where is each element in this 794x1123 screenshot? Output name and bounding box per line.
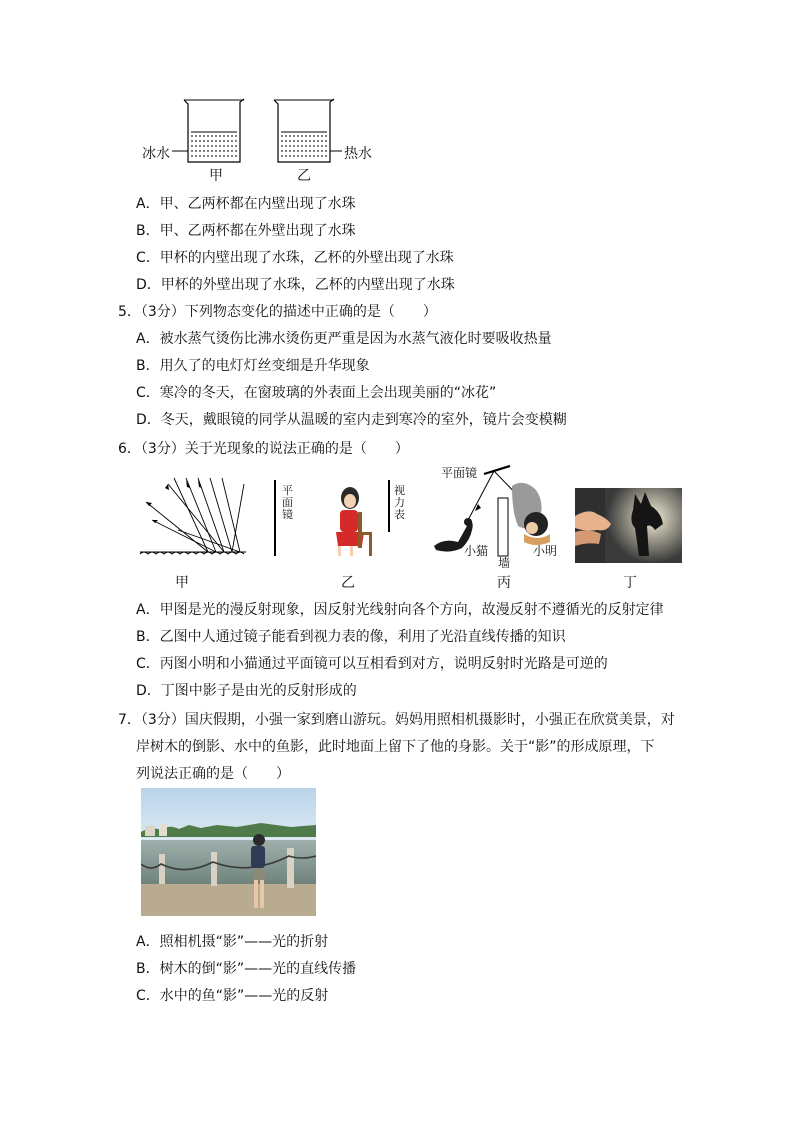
q4-option-d[interactable]: D．甲杯的外壁出现了水珠，乙杯的内壁出现了水珠 [136, 277, 455, 293]
q7-stem-line-2: 岸树木的倒影、水中的鱼影，此时地面上留下了他的身影。关于“影”的形成原理，下 [136, 739, 655, 755]
q6-option-b[interactable]: B．乙图中人通过镜子能看到视力表的像，利用了光沿直线传播的知识 [136, 629, 566, 645]
q7-option-b[interactable]: B．树木的倒“影”——光的直线传播 [136, 961, 357, 977]
wall-label: 墙 [498, 556, 511, 570]
hot-water-label: 热水 [344, 146, 372, 162]
q4-option-a[interactable]: A．甲、乙两杯都在内壁出现了水珠 [136, 196, 356, 212]
q4-option-b[interactable]: B．甲、乙两杯都在外壁出现了水珠 [136, 223, 356, 239]
q7-stem-line-1: 7．（3分）国庆假期，小强一家到磨山游玩。妈妈用照相机摄影时，小强正在欣赏美景，对 [118, 712, 675, 728]
q7-option-c[interactable]: C．水中的鱼“影”——光的反射 [136, 988, 329, 1004]
q6-caption-bing: 丙 [497, 575, 511, 591]
q6-stem: 6．（3分）关于光现象的说法正确的是（ ） [118, 441, 409, 457]
lake-photo [141, 788, 316, 916]
boy-label: 小明 [533, 544, 558, 558]
mirror-label: 平面镜 [282, 484, 293, 521]
q5-option-d[interactable]: D．冬天，戴眼镜的同学从温暖的室内走到寒冷的室外，镜片会变模糊 [136, 412, 567, 428]
eye-chart-label: 视力表 [394, 484, 405, 521]
diffuse-reflection-figure [138, 474, 250, 562]
q6-option-a[interactable]: A．甲图是光的漫反射现象，因反射光线射向各个方向，故漫反射不遵循光的反射定律 [136, 602, 664, 618]
beaker-caption-jia: 甲 [209, 168, 223, 184]
q5-option-a[interactable]: A．被水蒸气烫伤比沸水烫伤更严重是因为水蒸气液化时要吸收热量 [136, 331, 552, 347]
q6-caption-ding: 丁 [623, 575, 637, 591]
ice-water-label: 冰水 [142, 146, 170, 162]
q5-option-b[interactable]: B．用久了的电灯灯丝变细是升华现象 [136, 358, 370, 374]
beaker-caption-yi: 乙 [297, 168, 311, 184]
q6-caption-jia: 甲 [175, 575, 189, 591]
q7-stem-line-3: 列说法正确的是（ ） [136, 766, 290, 782]
q6-option-d[interactable]: D．丁图中影子是由光的反射形成的 [136, 683, 357, 699]
mirror2-label: 平面镜 [441, 466, 478, 480]
q6-caption-yi: 乙 [341, 575, 355, 591]
beakers-diagram [140, 96, 390, 186]
q5-stem: 5．（3分）下列物态变化的描述中正确的是（ ） [118, 304, 437, 320]
cat-label: 小猫 [464, 544, 489, 558]
q7-option-a[interactable]: A．照相机摄“影”——光的折射 [136, 934, 329, 950]
q6-option-c[interactable]: C．丙图小明和小猫通过平面镜可以互相看到对方，说明反射时光路是可逆的 [136, 656, 608, 672]
q4-option-c[interactable]: C．甲杯的内壁出现了水珠，乙杯的外壁出现了水珠 [136, 250, 454, 266]
shadow-puppet-figure [575, 488, 682, 563]
q5-option-c[interactable]: C．寒冷的冬天，在窗玻璃的外表面上会出现美丽的“冰花” [136, 385, 497, 401]
